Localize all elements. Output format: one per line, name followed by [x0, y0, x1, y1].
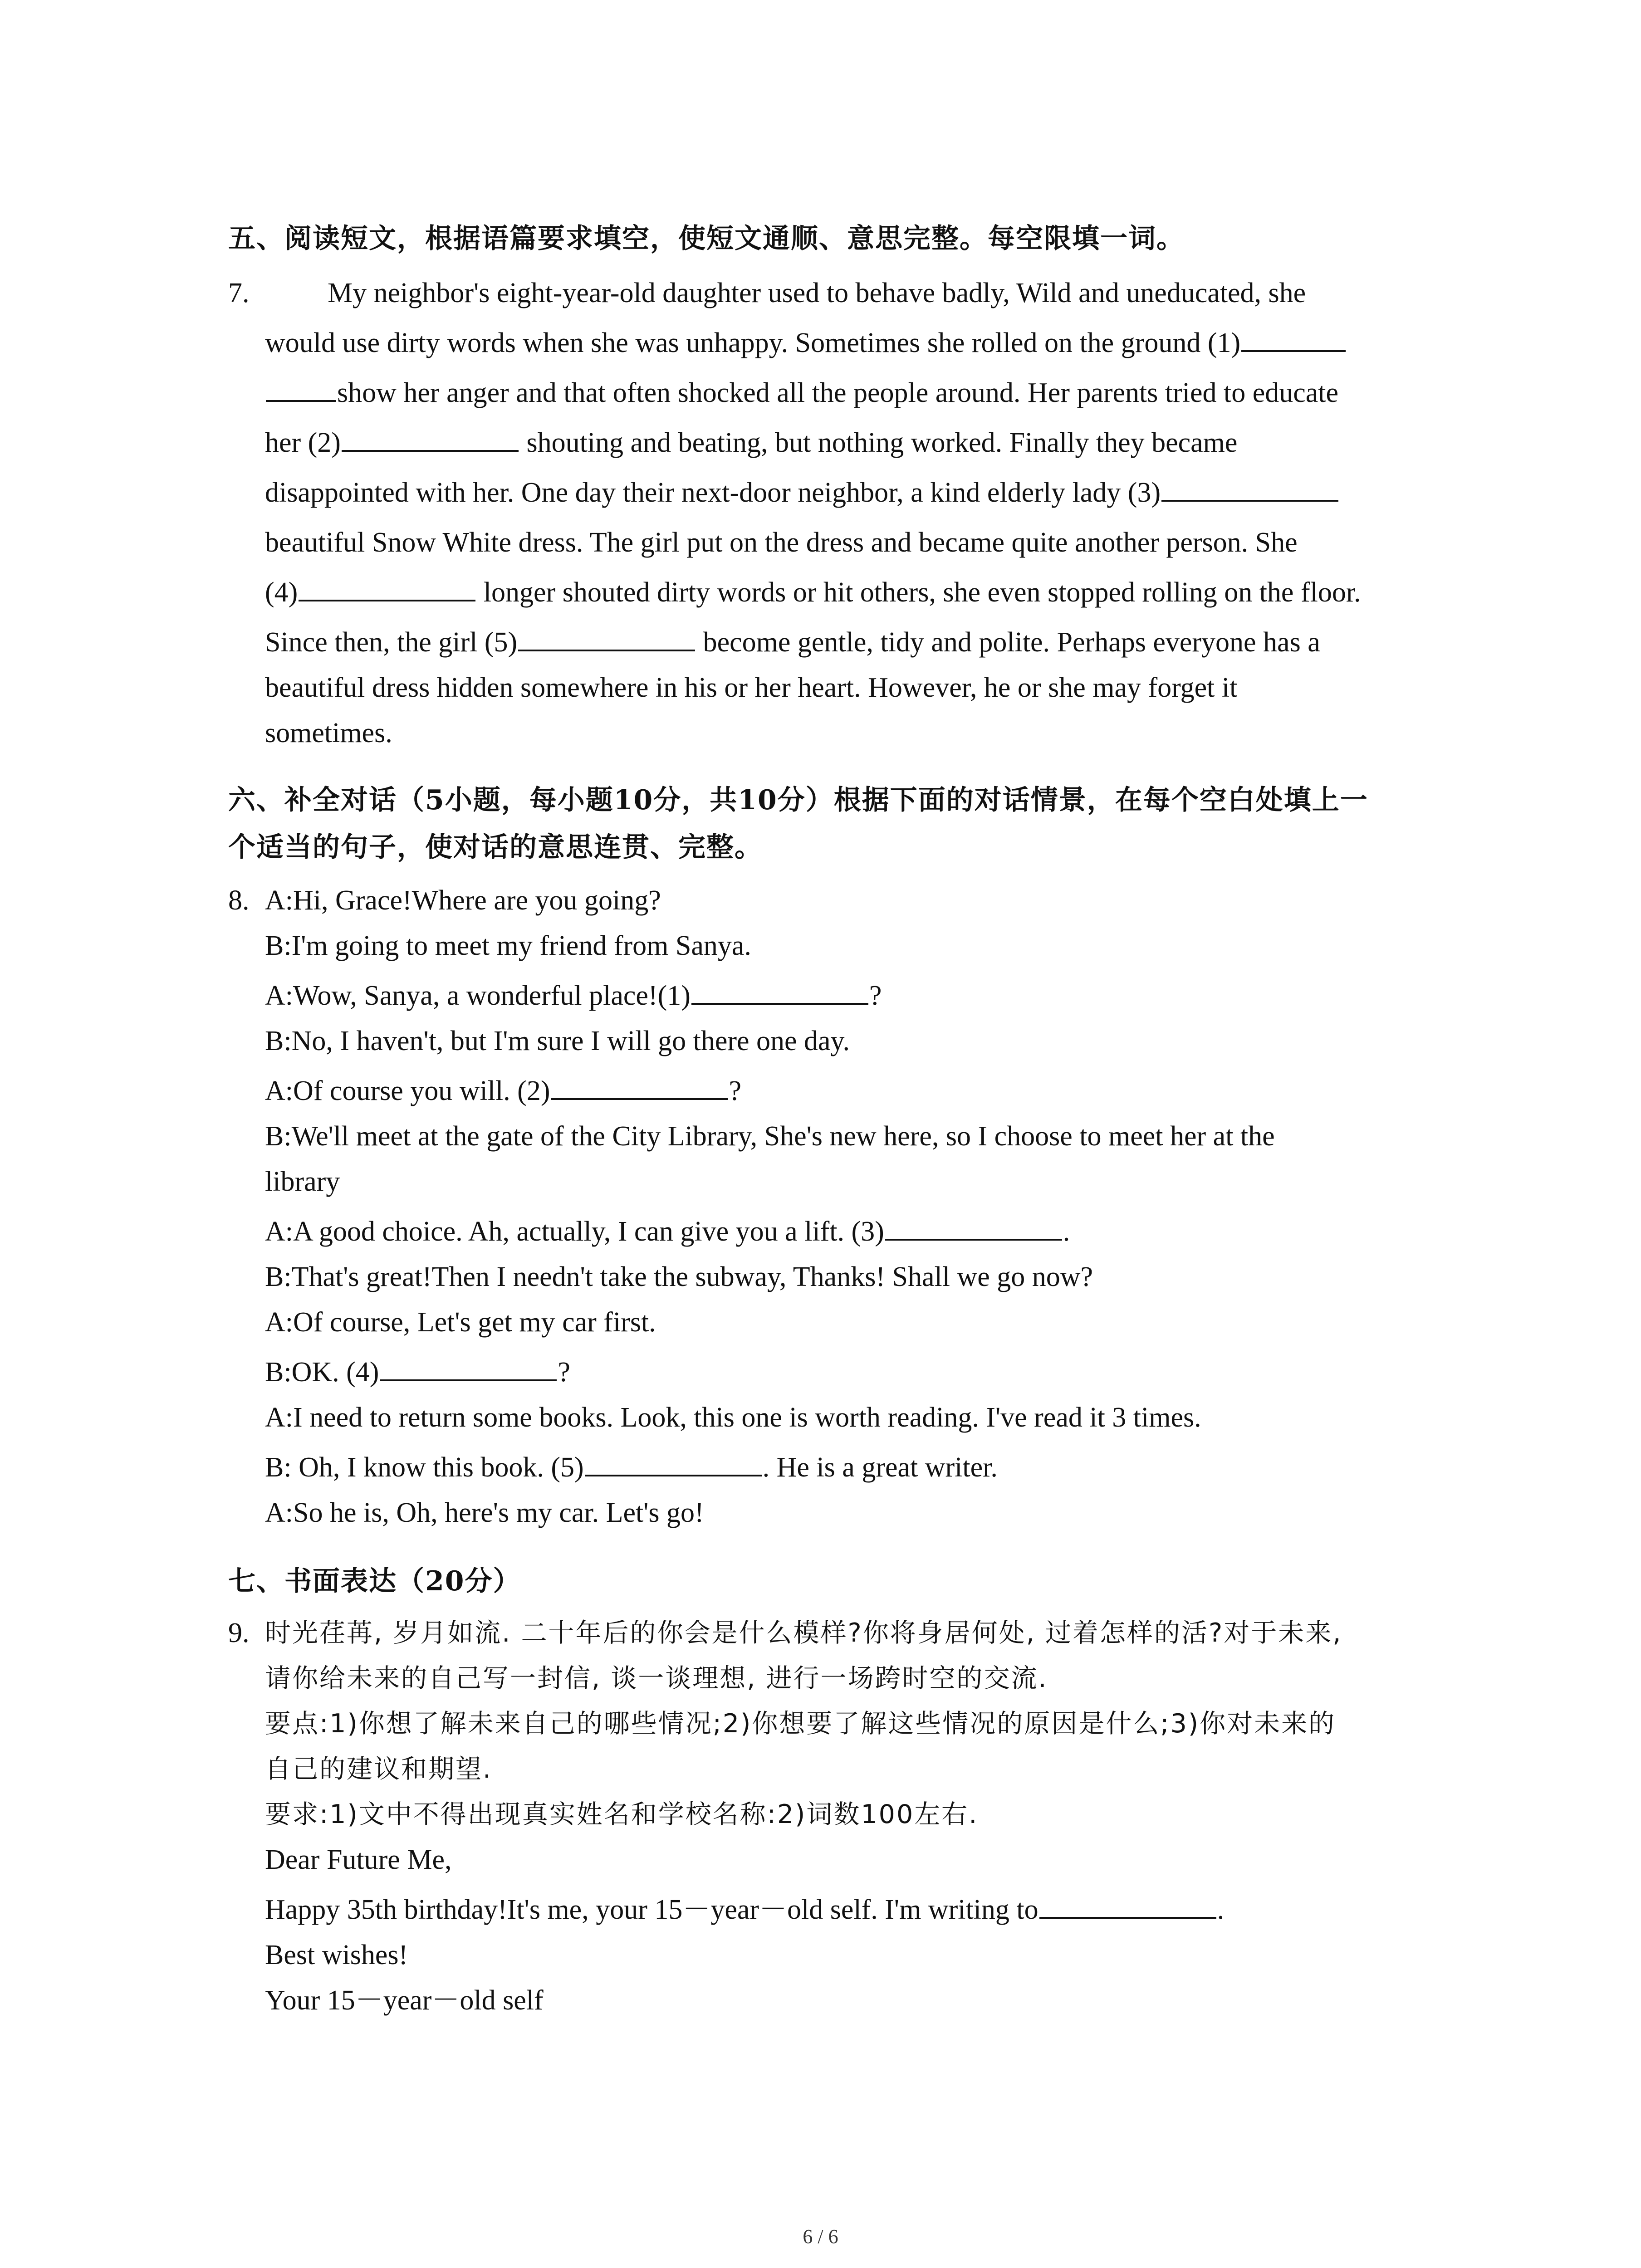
- section-6-heading: 六、补全对话（5小题，每小题10分，共10分）根据下面的对话情景，在每个空白处填上一: [228, 784, 1368, 816]
- passage-text: her (2): [265, 427, 341, 458]
- dialogue-blank-4[interactable]: [380, 1349, 557, 1381]
- blank-1[interactable]: [1241, 320, 1346, 352]
- passage-text: longer shouted dirty words or hit others, she even stopped rolling on the floor.: [476, 577, 1361, 608]
- prompt-line: 自己的建议和期望.: [265, 1754, 493, 1784]
- prompt-line: 请你给未来的自己写一封信, 谈一谈理想, 进行一场跨时空的交流.: [265, 1663, 1048, 1693]
- passage-line: My neighbor's eight-year-old daughter used to behave badly, Wild and uneducated, she: [328, 278, 1306, 308]
- letter-body-line: [265, 1887, 1224, 1932]
- blank-3[interactable]: [1161, 470, 1338, 502]
- passage-text: show her anger and that often shocked all the people around. Her parents tried to educate: [337, 377, 1339, 408]
- question-7-number: 7.: [228, 278, 250, 308]
- blank-5[interactable]: [518, 620, 695, 651]
- dialogue-line: [265, 973, 882, 1018]
- passage-line: [265, 320, 1347, 366]
- prompt-line: 要点:1)你想了解未来自己的哪些情况;2)你想要了解这些情况的原因是什么;3)你对未来的: [265, 1709, 1336, 1739]
- passage-text: disappointed with her. One day their next-door neighbor, a kind elderly lady (3): [265, 477, 1161, 508]
- dialogue-text: . He is a great writer.: [762, 1452, 998, 1483]
- letter-greeting: Dear Future Me,: [265, 1844, 452, 1875]
- dialogue-text: ?: [558, 1357, 570, 1388]
- dialogue-blank-5[interactable]: [585, 1445, 762, 1476]
- dialogue-line: library: [265, 1166, 340, 1197]
- dialogue-line: B:I'm going to meet my friend from Sanya.: [265, 930, 751, 961]
- dialogue-text: B: Oh, I know this book. (5): [265, 1452, 584, 1483]
- passage-line: [265, 620, 1320, 665]
- section-6-heading-line-2: 个适当的句子，使对话的意思连贯、完整。: [228, 831, 763, 863]
- dialogue-line: A:Of course, Let's get my car first.: [265, 1307, 656, 1338]
- letter-signature: Your 15－year－old self: [265, 1985, 544, 2016]
- passage-text: would use dirty words when she was unhappy. Sometimes she rolled on the ground (1): [265, 327, 1241, 358]
- blank-2[interactable]: [342, 420, 519, 452]
- dialogue-text: ?: [869, 980, 882, 1011]
- section-5-heading: 五、阅读短文，根据语篇要求填空，使短文通顺、意思完整。每空限填一词。: [228, 223, 1185, 254]
- letter-text: Happy 35th birthday!It's me, your 15－year－old self. I'm writing to: [265, 1894, 1038, 1925]
- passage-line: [265, 570, 1361, 615]
- letter-blank[interactable]: [1039, 1887, 1216, 1919]
- dialogue-text: .: [1063, 1216, 1070, 1247]
- dialogue-text: A:Of course you will. (2): [265, 1075, 550, 1106]
- dialogue-line: [265, 1445, 998, 1490]
- page-number: 6 / 6: [803, 2225, 838, 2248]
- blank-1-continued[interactable]: [266, 370, 336, 402]
- question-9-number: 9.: [228, 1618, 250, 1648]
- section-7-heading: 七、书面表达（20分）: [228, 1565, 521, 1597]
- passage-line: sometimes.: [265, 718, 392, 748]
- dialogue-blank-1[interactable]: [691, 973, 868, 1005]
- question-8-number: 8.: [228, 885, 250, 916]
- dialogue-line: A:So he is, Oh, here's my car. Let's go!: [265, 1497, 704, 1528]
- passage-text: (4): [265, 577, 298, 608]
- dialogue-line: B:No, I haven't, but I'm sure I will go there one day.: [265, 1026, 850, 1056]
- dialogue-line: [265, 1209, 1070, 1254]
- dialogue-line: A:Hi, Grace!Where are you going?: [265, 885, 661, 916]
- prompt-line: 要求:1)文中不得出现真实姓名和学校名称:2)词数100左右.: [265, 1799, 979, 1829]
- passage-line: [265, 470, 1339, 515]
- dialogue-line: B:That's great!Then I needn't take the subway, Thanks! Shall we go now?: [265, 1261, 1093, 1292]
- dialogue-text: ?: [729, 1075, 742, 1106]
- passage-line: [265, 420, 1237, 465]
- letter-text: .: [1217, 1894, 1225, 1925]
- passage-line: beautiful Snow White dress. The girl put on the dress and became quite another person. She: [265, 527, 1298, 558]
- blank-4[interactable]: [299, 570, 475, 601]
- passage-line: [265, 370, 1338, 415]
- dialogue-text: B:OK. (4): [265, 1357, 379, 1388]
- dialogue-text: A:Wow, Sanya, a wonderful place!(1): [265, 980, 691, 1011]
- letter-closing: Best wishes!: [265, 1940, 408, 1970]
- passage-line: beautiful dress hidden somewhere in his or her heart. However, he or she may forget it: [265, 672, 1238, 703]
- passage-text: shouting and beating, but nothing worked. Finally they became: [519, 427, 1238, 458]
- dialogue-blank-2[interactable]: [551, 1068, 728, 1100]
- dialogue-text: A:A good choice. Ah, actually, I can give you a lift. (3): [265, 1216, 884, 1247]
- passage-text: become gentle, tidy and polite. Perhaps everyone has a: [696, 627, 1320, 658]
- dialogue-blank-3[interactable]: [885, 1209, 1062, 1241]
- dialogue-line: [265, 1349, 570, 1395]
- prompt-line: 时光荏苒, 岁月如流. 二十年后的你会是什么模样?你将身居何处, 过着怎样的活?对于未来,: [265, 1618, 1342, 1648]
- dialogue-line: B:We'll meet at the gate of the City Library, She's new here, so I choose to meet her at the: [265, 1121, 1275, 1152]
- dialogue-line: [265, 1068, 741, 1114]
- passage-text: Since then, the girl (5): [265, 627, 518, 658]
- dialogue-line: A:I need to return some books. Look, this one is worth reading. I've read it 3 times.: [265, 1402, 1201, 1433]
